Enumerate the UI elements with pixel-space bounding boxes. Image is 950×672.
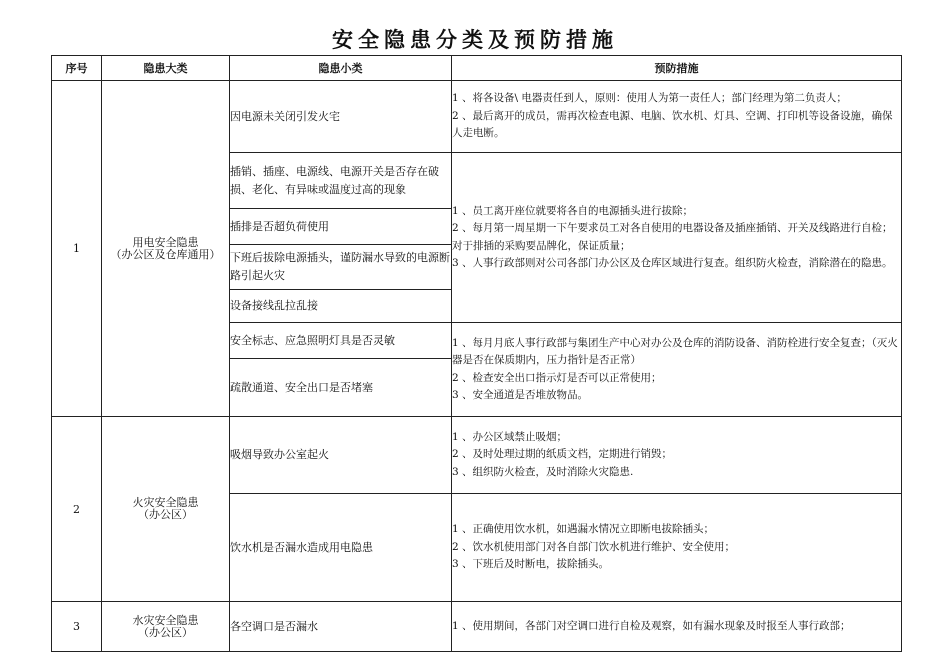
subcategory-cell: 吸烟导致办公室起火 xyxy=(230,417,452,494)
table-row xyxy=(52,417,902,494)
category-cell xyxy=(102,417,230,602)
measure-line: 2 、最后离开的成员，需再次检查电源、电脑、饮水机、灯具、空调、打印机等设备设施，确保人走电断。 xyxy=(452,109,893,140)
category-cell xyxy=(102,81,230,417)
table-row xyxy=(52,81,902,153)
category-scope: （办公区） xyxy=(138,508,193,521)
measures-cell xyxy=(452,602,902,652)
table-row xyxy=(52,602,902,652)
subcategory-cell: 插销、插座、电源线、电源开关是否存在破损、老化、有异味或温度过高的现象 xyxy=(230,153,452,209)
category-name: 用电安全隐患 xyxy=(132,235,199,249)
row-number: 2 xyxy=(52,417,102,602)
subcategory-cell: 各空调口是否漏水 xyxy=(230,602,452,652)
category-name: 火灾安全隐患 xyxy=(132,496,199,509)
category-name: 水灾安全隐患 xyxy=(132,613,199,627)
header-no: 序号 xyxy=(52,56,102,81)
measure-line: 1 、员工离开座位就要将各自的电源插头进行拔除； xyxy=(452,204,694,217)
measure-line: 3 、人事行政部则对公司各部门办公区及仓库区域进行复查。组织防火检查，消除潜在的隐患。 xyxy=(452,257,893,269)
table-header-row xyxy=(52,56,902,81)
hazard-table xyxy=(51,55,902,652)
measure-line: 2 、饮水机使用部门对各自部门饮水机进行维护、安全使用； xyxy=(452,540,736,553)
measure-line: 2 、检查安全出口指示灯是否可以正常使用； xyxy=(452,371,662,384)
measures-cell xyxy=(452,153,902,323)
subcategory-cell: 饮水机是否漏水造成用电隐患 xyxy=(230,494,452,602)
measure-line: 1 、正确使用饮水机，如遇漏水情况立即断电拔除插头； xyxy=(452,523,715,536)
category-scope: （办公区） xyxy=(138,625,193,639)
measure-line: 2 、每月第一周星期一下午要求员工对各自使用的电器设备及插座插销、开关及线路进行自检；对于排插的采购要品牌化，保证质量； xyxy=(452,222,893,252)
row-number: 1 xyxy=(52,81,102,417)
measure-line: 1 、使用期间，各部门对空调口进行自检及观察，如有漏水现象及时报至人事行政部； xyxy=(452,619,851,632)
header-measures: 预防措施 xyxy=(452,56,902,81)
row-number: 3 xyxy=(52,602,102,652)
header-category: 隐患大类 xyxy=(102,56,230,81)
measure-line: 3 、组织防火检查，及时消除火灾隐患. xyxy=(452,465,634,478)
measure-line: 1 、每月月底人事行政部与集团生产中心对办公及仓库的消防设备、消防栓进行安全复查；（灭火器是否在保质期内，压力指针是否正常） xyxy=(452,336,898,366)
subcategory-cell: 安全标志、应急照明灯具是否灵敏 xyxy=(230,323,452,359)
measure-line: 2 、及时处理过期的纸质文档，定期进行销毁； xyxy=(452,448,673,461)
measures-cell xyxy=(452,417,902,494)
measure-line: 1 、将各设备\ 电器责任到人，原则：使用人为第一责任人；部门经理为第二负责人； xyxy=(452,92,847,105)
subcategory-cell: 下班后拔除电源插头，谨防漏水导致的电源断路引起火灾 xyxy=(230,245,452,290)
subcategory-cell: 插排是否超负荷使用 xyxy=(230,209,452,245)
subcategory-cell: 疏散通道、安全出口是否堵塞 xyxy=(230,359,452,417)
page-title: 安全隐患分类及预防措施 xyxy=(332,28,618,52)
measure-line: 3 、安全通道是否堆放物品。 xyxy=(452,389,589,401)
measures-cell xyxy=(452,323,902,417)
measures-cell xyxy=(452,81,902,153)
measures-cell xyxy=(452,494,902,602)
subcategory-cell: 因电源未关闭引发火宅 xyxy=(230,81,452,153)
header-subcategory: 隐患小类 xyxy=(230,56,452,81)
measure-line: 1 、办公区域禁止吸烟； xyxy=(452,430,568,443)
measure-line: 3 、下班后及时断电，拔除插头。 xyxy=(452,558,610,571)
category-scope: （办公区及仓库通用） xyxy=(110,247,221,261)
subcategory-cell: 设备接线乱拉乱接 xyxy=(230,290,452,323)
category-cell xyxy=(102,602,230,652)
